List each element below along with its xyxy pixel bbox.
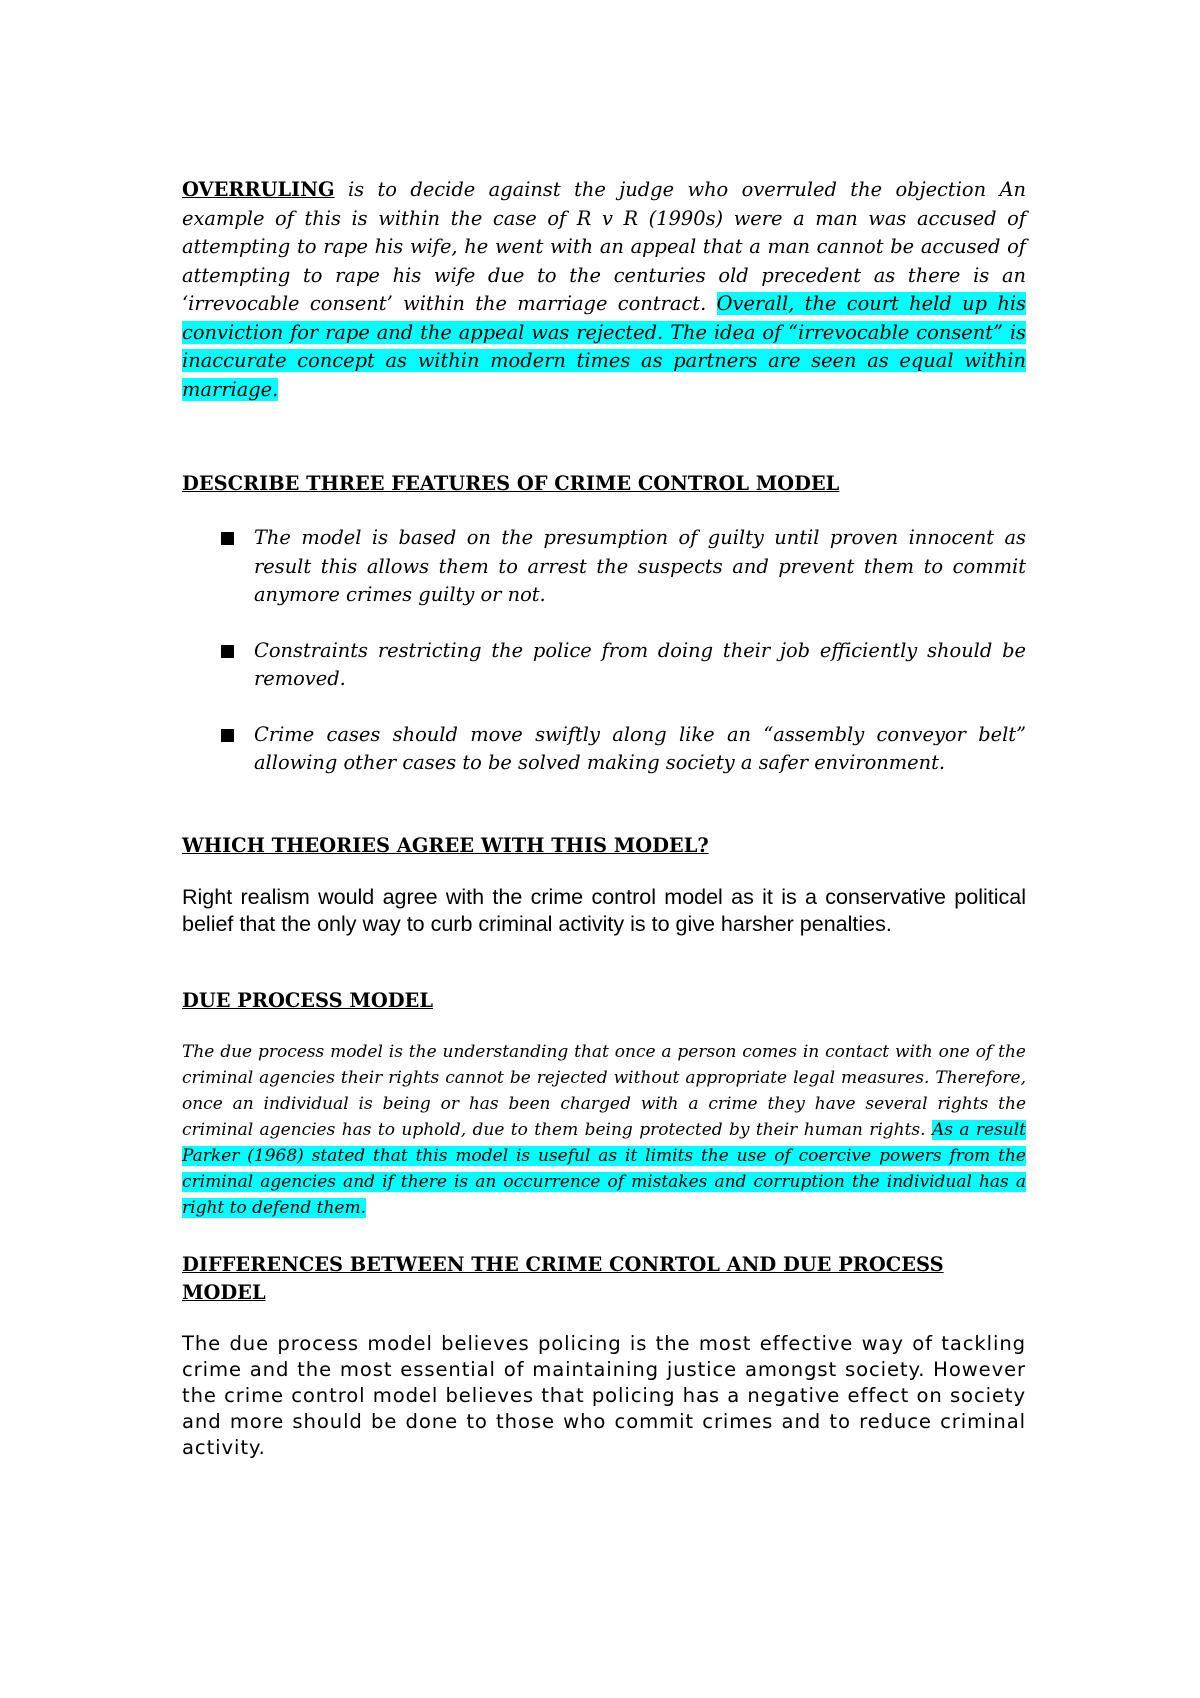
square-bullet-icon bbox=[221, 729, 234, 742]
list-item bbox=[182, 721, 1026, 778]
theories-paragraph: Right realism would agree with the crime control model as it is a conservative political belief that the only way to curb criminal activity is to give harsher penalties. bbox=[182, 884, 1026, 936]
list-item bbox=[182, 637, 1026, 694]
overruling-paragraph bbox=[182, 176, 1026, 404]
square-bullet-icon bbox=[221, 532, 234, 545]
list-item-text: Constraints restricting the police from doing their job efficiently should be removed. bbox=[254, 638, 1026, 690]
list-item bbox=[182, 524, 1026, 610]
crime-control-features-list bbox=[182, 524, 1026, 778]
due-process-highlighted-text: As a result Parker (1968) stated that this model is useful as it limits the use of coercive powers from the criminal agencies and if there is an occurrence of mistakes and corruption the individual has a right to defend them. bbox=[182, 1119, 1027, 1218]
crime-control-heading: DESCRIBE THREE FEATURES OF CRIME CONTROL MODEL bbox=[182, 472, 840, 495]
document-page bbox=[182, 176, 1026, 1461]
overruling-highlighted-text: Overall, the court held up his conviction for rape and the appeal was rejected. The idea of “irrevocable consent” is inaccurate concept as within modern times as partners are seen as equal within marriage. bbox=[182, 292, 1026, 401]
differences-paragraph: The due process model believes policing is the most effective way of tackling crime and the most essential of maintaining justice amongst society. However the crime control model believes that policing has a negative effect on society and more should be done to those who commit crimes and to reduce criminal activity. bbox=[182, 1331, 1026, 1459]
differences-heading: DIFFERENCES BETWEEN THE CRIME CONRTOL AND DUE PROCESS MODEL bbox=[182, 1252, 944, 1304]
list-item-text: The model is based on the presumption of guilty until proven innocent as result this allows them to arrest the suspects and prevent them to commit anymore crimes guilty or not. bbox=[254, 526, 1026, 606]
square-bullet-icon bbox=[221, 645, 234, 658]
theories-heading: WHICH THEORIES AGREE WITH THIS MODEL? bbox=[182, 833, 709, 857]
due-process-heading: DUE PROCESS MODEL bbox=[182, 988, 433, 1012]
due-process-paragraph bbox=[182, 1039, 1026, 1221]
due-process-text: The due process model is the understanding that once a person comes in contact with one of the criminal agencies their rights cannot be rejected without appropriate legal measures. Therefore, once an individual is being or has been charged with a crime they have several rights the criminal agencies has to uphold, due to them being protected by their human rights. bbox=[182, 1041, 1026, 1140]
list-item-text: Crime cases should move swiftly along like an “assembly conveyor belt” allowing other cases to be solved making society a safer environment. bbox=[254, 722, 1026, 774]
overruling-text: is to decide against the judge who overruled the objection An example of this is within the case of R v R (1990s) were a man was accused of attempting to rape his wife, he went with an appeal that a man cannot be accused of attempting to rape his wife due to the centuries old precedent as there is an ‘irrevocable consent’ within the marriage contract. bbox=[182, 178, 1026, 315]
overruling-term: OVERRULING bbox=[182, 178, 335, 201]
